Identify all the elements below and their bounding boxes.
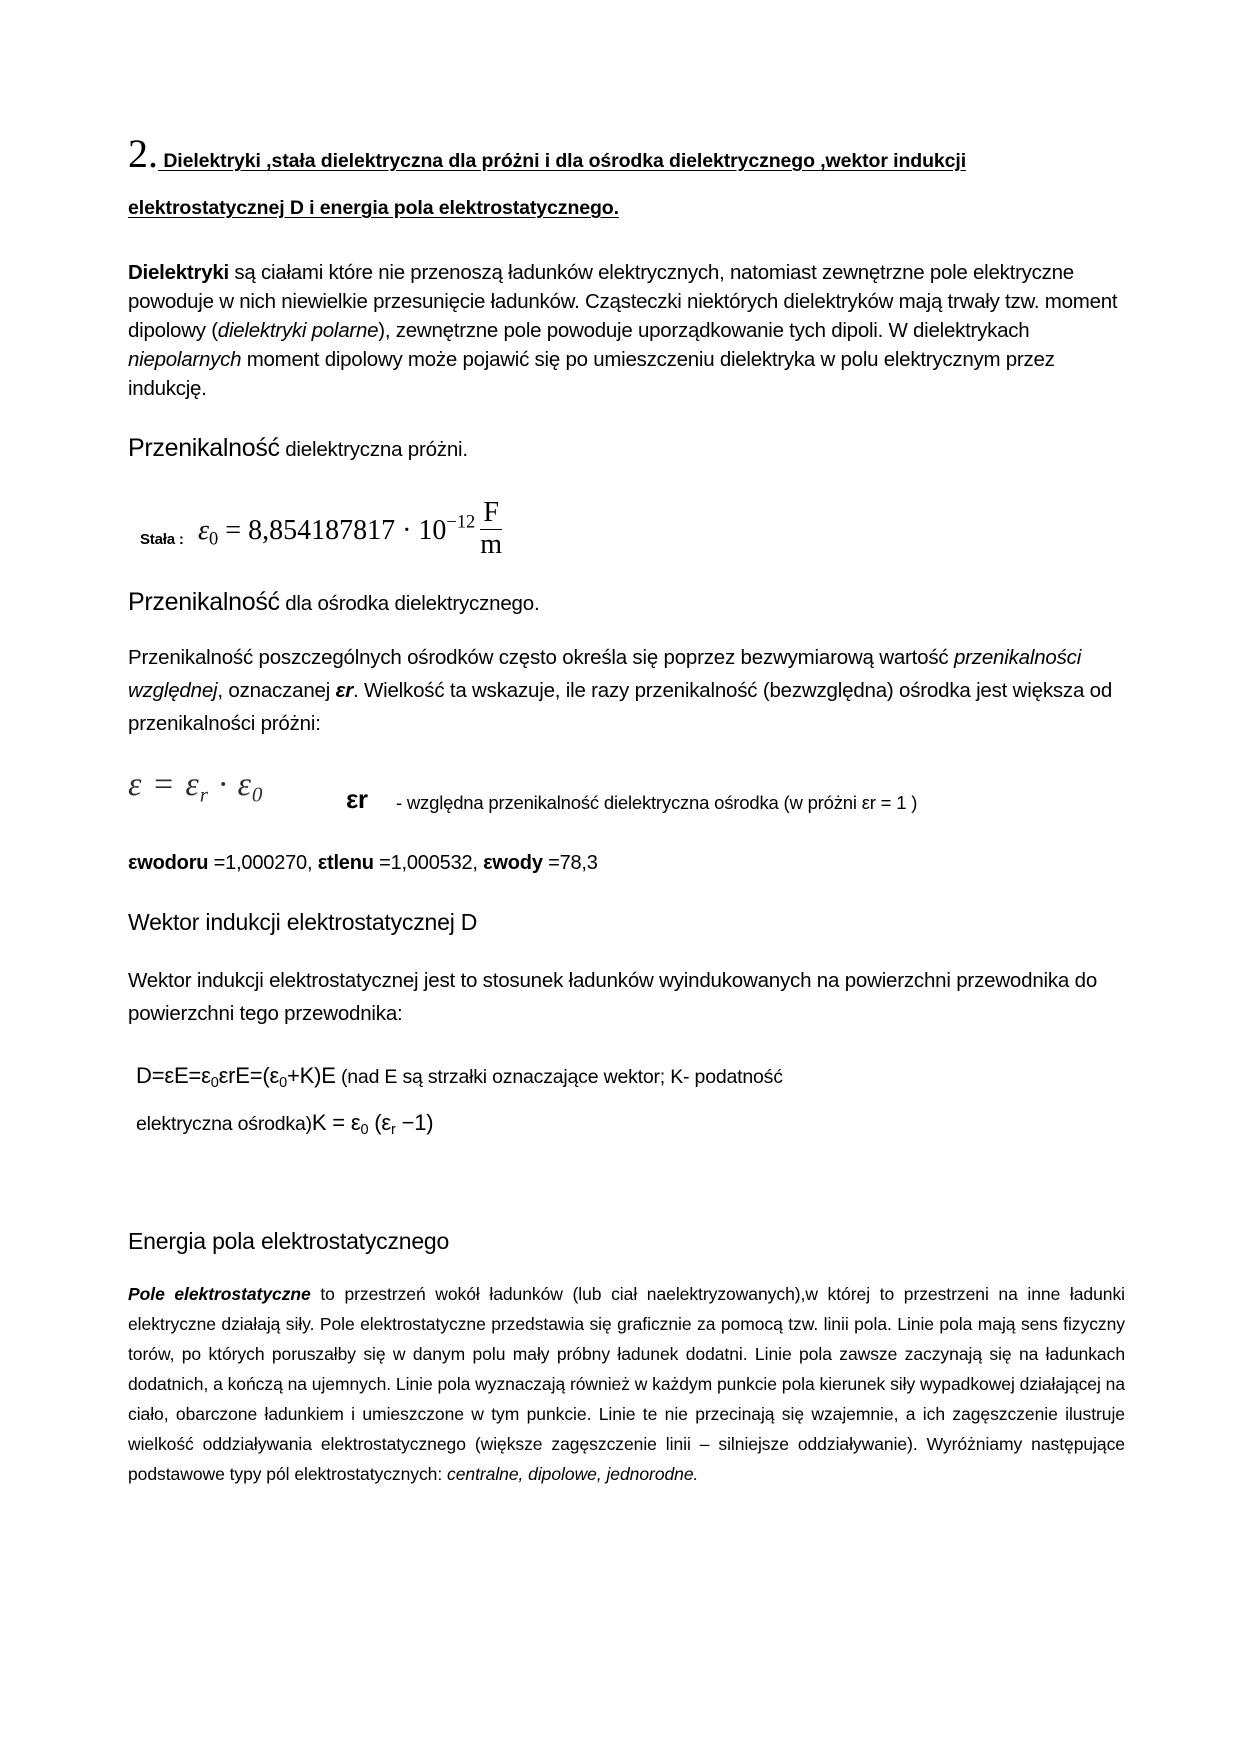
energy-italic-tail: centralne, dipolowe, jednorodne. [447,1463,699,1484]
heading-vacuum-rest: dielektryczna próżni. [279,438,468,461]
title-line-1: Dielektryki ,stała dielektryczna dla próżni i dla ośrodka dielektrycznego ,wektor indukcji [158,150,967,172]
formula-epsilon-relative-row [128,766,1125,830]
rel-text-2: , oznaczanej [217,679,336,702]
eps-water-value: =78,3 [542,852,598,874]
multiplication-dot: · [402,515,412,547]
rel-text-1: Przenikalność poszczególnych ośrodków często określa się poprzez bezwymiarową wartość [128,646,954,669]
rel-bold-italic-epsr: εr [335,679,353,702]
formula-k [311,1109,434,1138]
title-number: 2. [128,131,158,176]
power-base: 10 [418,515,447,547]
formula-k-part-1: K = ε [311,1109,361,1135]
epsilon-symbol: ε [198,515,210,547]
formula-d-part-3: +K)E [287,1063,336,1088]
formula-k-part-3: −1) [395,1109,434,1135]
heading-medium-big: Przenikalność [128,588,280,616]
title-line-2: elektrostatycznej D i energia pola elektrostatycznego. [128,197,619,219]
unit-fraction [480,499,502,559]
formula-d-sub-2: 0 [279,1074,288,1091]
intro-paragraph [128,258,1125,403]
eps-water-label: εwody [483,852,543,874]
epsilon-r-label: εr [346,784,368,814]
energy-paragraph [128,1279,1125,1489]
formula-k-sub-2: r [391,1121,396,1138]
formula-epsilon-zero [128,487,1125,573]
eps-hydrogen-label: εwodoru [128,852,209,874]
power-exponent: −12 [446,511,476,532]
intro-text-3: moment dipolowy może pojawić się po umieszczeniu dielektryka w polu elektrycznym przez indukcję. [128,348,1055,400]
intro-italic-2: niepolarnych [128,348,242,371]
formula-epsilon-relative-math: $\varepsilon = \varepsilon_r \cdot \varepsilon_0$ [128,766,264,807]
epsilon-values-line [128,852,1125,875]
formula-d-note-1: (nad E są strzałki oznaczające wektor; K- podatność [335,1066,783,1088]
energy-bold-italic-lead: Pole elektrostatyczne [128,1283,311,1304]
formula-d-part-2: εrE=(ε [218,1063,280,1088]
intro-text-1: są ciałami które nie przenoszą ładunków elektrycznych, natomiast zewnętrzne pole elektryczne powoduje w nich niewielkie przesunięcie ładunków. Cząsteczki niektórych dielektryków mają trwały tzw. moment dipolowy ( [128,261,1118,342]
eps-hydrogen-value: =1,000270, [208,852,318,874]
epsilon-r-description: - względna przenikalność dielektryczna ośrodka (w próżni εr = 1 ) [396,792,918,813]
vector-d-paragraph: Wektor indukcji elektrostatycznej jest to stosunek ładunków wyindukowanych na powierzchni przewodnika do powierzchni tego przewodnika: [128,969,1098,1025]
epsilon-subscript: 0 [209,528,219,549]
formula-d-sub-1: 0 [210,1074,219,1091]
heading-medium-rest: dla ośrodka dielektrycznego. [279,592,540,615]
formula-induction-d [128,1056,1125,1150]
unit-numerator: F [483,497,499,528]
relative-permittivity-paragraph [128,641,1125,740]
heading-vacuum-big: Przenikalność [128,434,280,462]
intro-italic-1: dielektryki polarne [217,319,379,342]
heading-energy: Energia pola elektrostatycznego [128,1227,450,1254]
intro-bold-lead: Dielektryki [128,261,229,284]
formula-d-note-2: elektryczna ośrodka) [136,1112,312,1135]
intro-text-2: ), zewnętrzne pole powoduje uporządkowanie tych dipoli. W dielektrykach [378,319,1030,342]
equals-sign: = [225,515,242,547]
formula-d-part-1: D=εE=ε [136,1063,211,1088]
heading-medium-permittivity [128,587,1125,619]
unit-denominator: m [480,528,503,560]
page-title [128,130,1125,232]
formula-d-main [136,1063,336,1091]
formula-k-part-2: (ε [368,1109,392,1135]
eps-oxygen-label: εtlenu [317,852,374,874]
epsilon-r-sub: r [199,782,209,807]
rel-italic-1: przenikalności względnej [128,646,1082,702]
formula-k-sub-1: 0 [360,1121,369,1138]
formula-epsilon-zero-math [198,499,502,559]
heading-vector-d: Wektor indukcji elektrostatycznej D [128,909,478,935]
formula-stala-label: Stała : [140,531,184,548]
rel-text-3: . Wielkość ta wskazuje, ile razy przenikalność (bezwzględna) ośrodka jest większa od przenikalności próżni: [128,679,1113,735]
epsilon-0-sub: 0 [251,782,264,807]
energy-text-1: to przestrzeń wokół ładunków (lub ciał naelektryzowanych),w której to przestrzeni na inne ładunki elektryczne działają siły. Pole elektrostatyczne przedstawia się graficznie za pomocą tzw. linii pola. Linie pola mają sens fizyczny torów, po których poruszałby się w danym polu mały próbny ładunek dodatni. Linie pola zawsze zaczynają się na ładunkach dodatnich, a kończą na ujemnych. Linie pola wyznaczają również w każdym punkcie pola kierunek siły wypadkowej działającej na ciało, obarczone ładunkiem i umieszczone w tym punkcie. Linie te nie przecinają się wzajemnie, a ich zagęszczenie ilustruje wielkość oddziaływania elektrostatycznego (większe zagęszczenie linii – silniejsze oddziaływanie). Wyróżniamy następujące podstawowe typy pól elektrostatycznych: [128,1283,1125,1484]
heading-vacuum-permittivity [128,433,1125,465]
eps-oxygen-value: =1,000532, [373,852,484,874]
epsilon-value: 8,854187817 [248,515,396,547]
